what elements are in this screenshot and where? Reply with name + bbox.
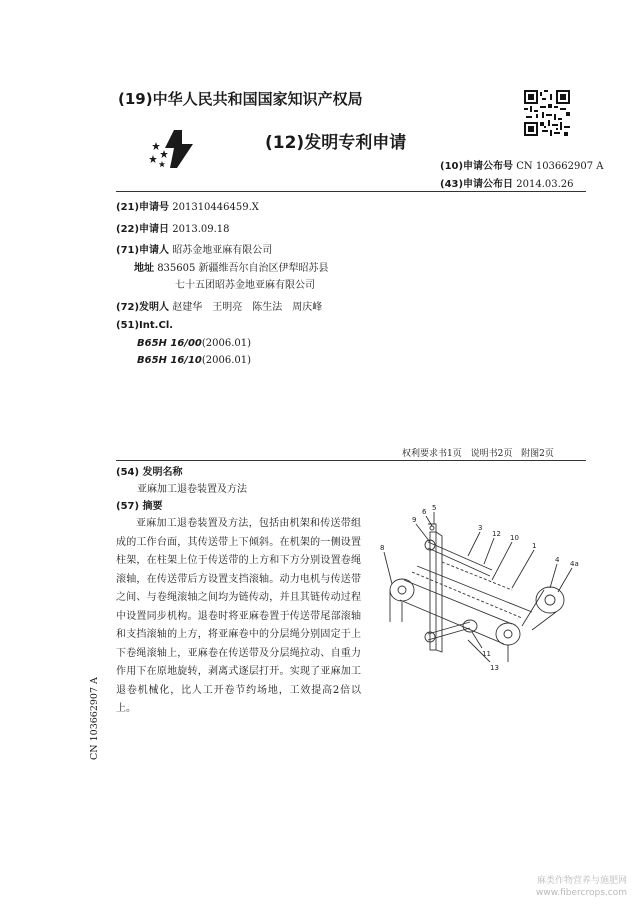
watermark: [536, 875, 627, 899]
ipc-code-1: B65H 16/00: [137, 338, 202, 349]
address-line-1: 835605 新疆维吾尔自治区伊犁昭苏县: [157, 263, 329, 274]
drawing-label-3: 3: [478, 524, 483, 532]
title-label: (54) 发明名称: [116, 467, 183, 478]
patent-drawing: [372, 502, 582, 672]
application-date-label: (22)申请日: [116, 224, 170, 235]
drawing-label-13: 13: [490, 664, 499, 672]
header-divider: [116, 191, 586, 192]
drawing-label-6: 6: [422, 508, 427, 516]
abstract-text: 亚麻加工退卷装置及方法，包括由机架和传送带组成的工作台面，其传送带上下倾斜。在机架的一侧设置柱架，在柱架上位于传送带的上方和下方分别设置卷绳滚轴，在传送带后方设置支挡滚轴。动力电机与传送带之间、与卷绳滚轴之间均为链传动，并且其链传动过程中设置同步机构。退卷时将亚麻卷置于传送带尾部滚轴和支挡滚轴的上方，将亚麻卷中的分层绳分别固定于上下卷绳滚轴上，亚麻卷在传送带及分层绳拉动、自重力作用下在原地旋转，剥离式逐层打开。实现了亚麻加工退卷机械化，比人工开卷节约场地，工效提高2倍以上。: [116, 518, 361, 714]
application-date-line: [116, 220, 230, 235]
publication-date-line: [440, 175, 574, 190]
application-date: 2013.09.18: [172, 224, 230, 235]
publication-number: CN 103662907 A: [516, 161, 604, 172]
drawing-label-4: 4: [555, 556, 560, 564]
application-number-label: (21)申请号: [116, 202, 170, 213]
drawing-label-12: 12: [492, 530, 501, 538]
drawing-label-8: 8: [380, 544, 385, 552]
watermark-line-2: www.fibercrops.com: [536, 888, 627, 898]
publication-date: 2014.03.26: [516, 179, 574, 190]
applicant: 昭苏金地亚麻有限公司: [172, 245, 273, 256]
inventors: 赵建华 王明亮 陈生法 周庆峰: [172, 302, 323, 313]
watermark-line-1: 麻类作物营养与施肥网: [536, 876, 627, 886]
ipc-version-1: (2006.01): [201, 338, 252, 349]
address-line-2: 七十五团昭苏金地亚麻有限公司: [175, 280, 315, 291]
ipc-code-2: B65H 16/10: [137, 355, 202, 366]
applicant-label: (71)申请人: [116, 245, 170, 256]
publication-number-label: (10)申请公布号: [440, 161, 514, 172]
ipc-classification-2: [137, 355, 251, 366]
drawing-label-1: 1: [532, 542, 537, 550]
int-cl-label: (51)Int.Cl.: [116, 320, 174, 331]
inventor-line: [116, 298, 322, 313]
drawing-label-11: 11: [482, 650, 491, 658]
applicant-line: [116, 241, 272, 256]
document-type: (12)发明专利申请: [265, 133, 407, 153]
publication-date-label: (43)申请公布日: [440, 179, 514, 190]
drawing-label-10: 10: [510, 534, 519, 542]
ipc-version-2: (2006.01): [201, 355, 252, 366]
address-line: [134, 259, 329, 274]
invention-title: 亚麻加工退卷装置及方法: [137, 484, 247, 495]
section-divider: [116, 460, 586, 461]
application-number: 201310446459.X: [172, 202, 259, 213]
drawing-label-5: 5: [432, 504, 437, 512]
abstract-label: (57) 摘要: [116, 501, 163, 512]
sipo-logo-icon: [148, 128, 194, 174]
page-count-line: 权利要求书1页 说明书2页 附图2页: [402, 449, 554, 459]
drawing-label-4a: 4a: [570, 560, 579, 568]
inventor-label: (72)发明人: [116, 302, 170, 313]
ipc-classification-1: [137, 338, 251, 349]
application-number-line: [116, 198, 259, 213]
office-name: (19)中华人民共和国国家知识产权局: [118, 90, 363, 108]
address-label: 地址: [134, 263, 154, 274]
publication-number-line: [440, 157, 604, 172]
spine-publication-number: CN 103662907 A: [89, 677, 100, 760]
drawing-label-9: 9: [412, 516, 417, 524]
qr-code-icon: [524, 90, 570, 136]
